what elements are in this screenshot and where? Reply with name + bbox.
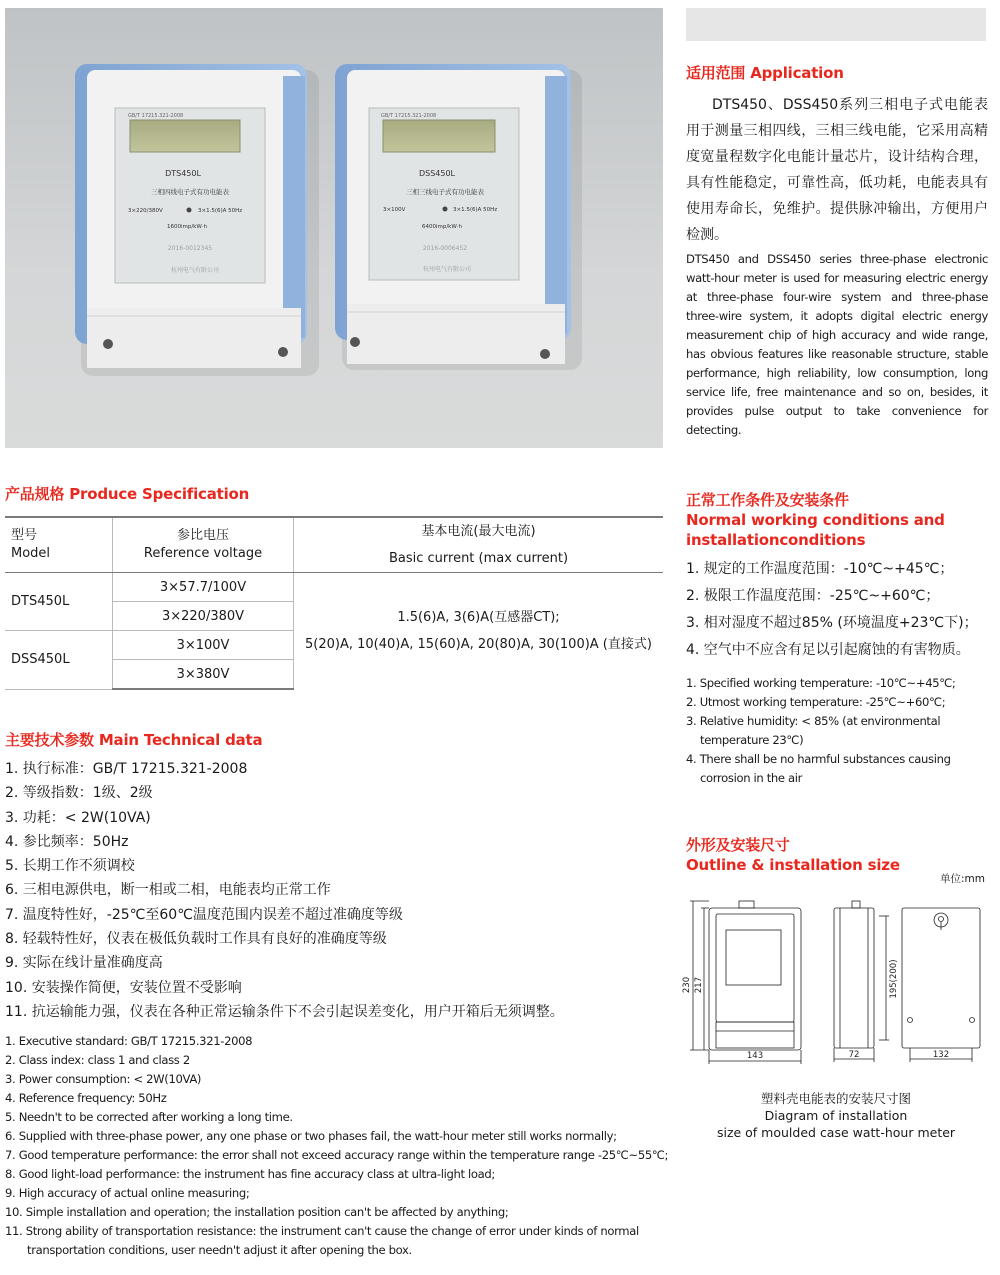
dim-mount: 195(200) — [889, 959, 899, 999]
meter-left-model: DTS450L — [165, 169, 201, 178]
header-voltage-en: Reference voltage — [143, 546, 263, 561]
meter-left-constant: 1600imp/kW·h — [166, 224, 208, 230]
application-text-en: DTS450 and DSS450 series three-phase electronic watt-hour meter is used for measuring electric energy at three-phase four-wire system and three-phase three-wire system, it adopts digital electric energy measurement chip of high accuracy and wide range, has obvious features like reasonable structure, stable performance, high reliability, low consumption, long service life, free maintenance and so on, besides, it provides pulse output to take convenience for detecting. — [686, 252, 988, 437]
product-photo — [5, 8, 663, 448]
list-item: 1. Executive standard: GB/T 17215.321-2008 — [5, 1034, 253, 1048]
spec-title: 产品规格 Produce Specification — [5, 485, 250, 503]
current-cell — [294, 573, 664, 690]
dim-mount-width: 132 — [932, 1050, 950, 1060]
meter-right-name: 三相三线电子式有功电能表 — [406, 188, 484, 196]
conditions-list-cn — [686, 556, 991, 664]
meter-left-serial: 2016-0012345 — [167, 245, 213, 252]
application-text-cn-content: DTS450、DSS450系列三相电子式电能表用于测量三相四线，三相三线电能，它采用高精度宽量程数字化电能计量芯片，设计结构合理，具有性能稳定，可靠性高，低功耗，电能表具有使用寿命长，免维护。提供脉冲输出，方便用户检测。 — [686, 97, 988, 243]
header-band — [686, 8, 986, 41]
meter-right-model: DSS450L — [418, 169, 456, 178]
list-item: 3. Relative humidity: < 85% (at environmental temperature 23℃) — [686, 714, 941, 747]
list-item: 1. 规定的工作温度范围：-10℃~+45℃； — [686, 561, 954, 577]
dim-width: 143 — [746, 1051, 764, 1061]
current-line-1: 1.5(6)A, 3(6)A(互感器CT); — [397, 610, 560, 625]
tech-list-en — [5, 1032, 680, 1260]
list-item: 1. Specified working temperature: -10℃~+45℃; — [686, 676, 956, 690]
header-model — [5, 517, 113, 573]
list-item: 2. 极限工作温度范围：-25℃~+60℃； — [686, 588, 940, 604]
meter-right-constant: 6400imp/kW·h — [421, 224, 463, 230]
list-item: 2. 等级指数：1级、2级 — [5, 785, 153, 802]
list-item: 6. 三相电源供电，断一相或二相，电能表均正常工作 — [5, 882, 331, 899]
header-voltage — [113, 517, 294, 573]
voltage-cell: 3×57.7/100V — [113, 573, 294, 602]
list-item: 4. Reference frequency: 50Hz — [5, 1091, 167, 1105]
meter-left-rating-b: 3×1.5(6)A 50Hz — [198, 208, 243, 214]
conditions-title-cn: 正常工作条件及安装条件 — [686, 491, 849, 509]
header-current-cn: 基本电流(最大电流) — [421, 524, 536, 539]
list-item: 10. 安装操作简便，安装位置不受影响 — [5, 979, 242, 996]
meter-right-rating-b: 3×1.5(6)A 50Hz — [453, 207, 498, 213]
list-item: 5. 长期工作不须调校 — [5, 858, 135, 875]
spec-header-row — [5, 517, 663, 573]
meter-right-maker: 杭州电气有限公司 — [422, 266, 472, 273]
tech-list-cn — [5, 757, 665, 1024]
list-item: 10. Simple installation and operation; the installation position can't be affected by anything; — [5, 1205, 509, 1219]
meter-left-name: 三相四线电子式有功电能表 — [151, 188, 229, 196]
outline-title-cn: 外形及安装尺寸 — [686, 836, 790, 854]
caption-en-1: Diagram of installation — [764, 1108, 908, 1123]
list-item: 3. 功耗：< 2W(10VA) — [5, 809, 151, 826]
list-item: 11. 抗运输能力强，仪表在各种正常运输条件下不会引起误差变化，用户开箱后无须调整。 — [5, 1003, 564, 1020]
list-item: 4. 空气中不应含有足以引起腐蚀的有害物质。 — [686, 642, 970, 658]
dim-depth: 72 — [848, 1050, 860, 1060]
voltage-cell: 3×380V — [113, 660, 294, 690]
list-item: 1. 执行标准：GB/T 17215.321-2008 — [5, 761, 248, 777]
list-item: 2. Utmost working temperature: -25℃~+60℃; — [686, 695, 946, 709]
meter-left-standard: GB/T 17215.321-2008 — [128, 113, 184, 119]
meter-left-maker: 杭州电气有限公司 — [170, 267, 220, 274]
back-view — [902, 908, 980, 1062]
conditions-list-en — [686, 674, 991, 788]
list-item: 4. 参比频率：50Hz — [5, 833, 129, 850]
meter-left — [75, 64, 319, 376]
unit-label: 单位:mm — [940, 873, 985, 885]
spec-table — [5, 516, 663, 690]
meter-right-rating-a: 3×100V — [383, 207, 406, 213]
header-model-cn: 型号 — [11, 528, 38, 543]
table-row — [5, 573, 663, 602]
list-item: 7. 温度特性好，-25℃至60℃温度范围内误差不超过准确度等级 — [5, 906, 403, 923]
application-title: 适用范围 Application — [686, 64, 844, 82]
outline-drawing — [676, 890, 988, 1080]
front-view — [690, 901, 801, 1064]
conditions-title-en: Normal working conditions and installationconditions — [686, 511, 945, 549]
outline-title-en: Outline & installation size — [686, 856, 900, 874]
outline-title — [686, 835, 900, 875]
list-item: 4. There shall be no harmful substances causing corrosion in the air — [686, 752, 951, 785]
dim-height: 230 — [682, 976, 692, 994]
list-item: 3. Power consumption: < 2W(10VA) — [5, 1072, 202, 1086]
application-text-cn — [686, 92, 988, 248]
list-item: 5. Needn't to be corrected after working a long time. — [5, 1110, 293, 1124]
header-current-en: Basic current (max current) — [388, 551, 569, 566]
list-item: 8. Good light-load performance: the instrument has fine accuracy class at ultra-light load; — [5, 1167, 495, 1181]
caption-cn: 塑料壳电能表的安装尺寸图 — [760, 1091, 911, 1106]
model-cell: DTS450L — [5, 573, 113, 631]
list-item: 8. 轻载特性好，仪表在极低负载时工作具有良好的准确度等级 — [5, 931, 387, 948]
list-item: 9. 实际在线计量准确度高 — [5, 955, 163, 972]
conditions-title — [686, 490, 1000, 550]
meter-right — [335, 64, 582, 370]
header-model-en: Model — [11, 546, 51, 561]
header-voltage-cn: 参比电压 — [176, 528, 229, 543]
list-item: 6. Supplied with three-phase power, any one phase or two phases fail, the watt-hour meter still works normally; — [5, 1129, 617, 1143]
dim-inner-height: 217 — [694, 976, 704, 994]
list-item: 7. Good temperature performance: the error shall not exceed accuracy range within the temperature range -25℃~55℃; — [5, 1148, 669, 1162]
side-view — [834, 901, 889, 1062]
meter-right-serial: 2016-0006452 — [422, 245, 468, 252]
header-current — [294, 517, 664, 573]
list-item: 9. High accuracy of actual online measuring; — [5, 1186, 250, 1200]
list-item: 3. 相对湿度不超过85% (环境温度+23℃下)； — [686, 615, 978, 631]
model-cell: DSS450L — [5, 631, 113, 690]
voltage-cell: 3×220/380V — [113, 602, 294, 631]
meter-right-standard: GB/T 17215.321-2008 — [381, 113, 437, 119]
drawing-caption — [686, 1090, 986, 1141]
list-item: 2. Class index: class 1 and class 2 — [5, 1053, 190, 1067]
list-item: 11. Strong ability of transportation resistance: the instrument can't cause the change of error under kinds of normal transportation conditions, user needn't adjust it after opening the box. — [5, 1224, 639, 1257]
caption-en-2: size of moulded case watt-hour meter — [716, 1125, 956, 1140]
voltage-cell: 3×100V — [113, 631, 294, 660]
current-line-2: 5(20)A, 10(40)A, 15(60)A, 20(80)A, 30(100)A (直接式) — [305, 637, 652, 652]
meter-left-rating-a: 3×220/380V — [128, 208, 163, 214]
tech-title: 主要技术参数 Main Technical data — [5, 731, 263, 749]
